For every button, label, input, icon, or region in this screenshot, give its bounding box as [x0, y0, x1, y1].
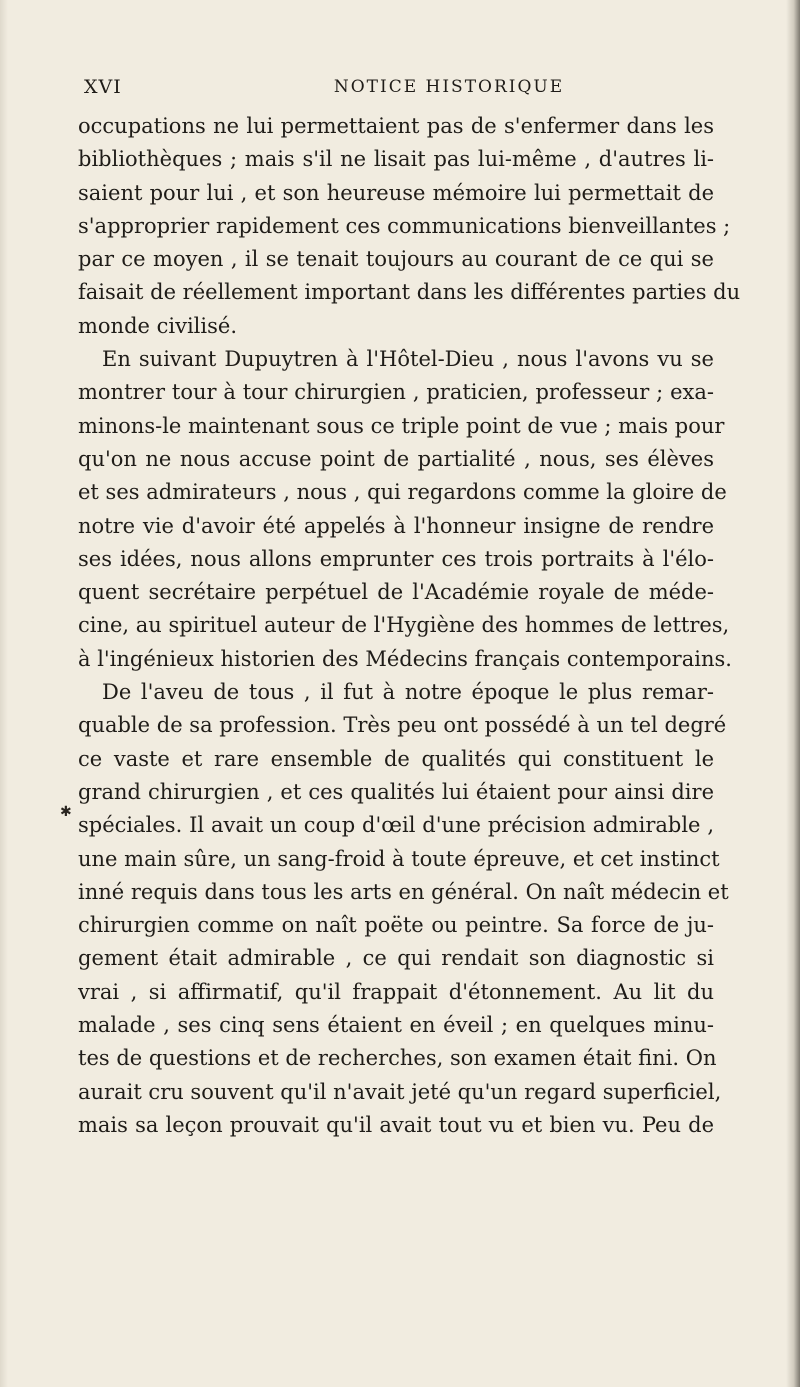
text-line: malade , ses cinq sens étaient en éveil ; en quelques minu-: [78, 1013, 714, 1038]
text-line: faisait de réellement important dans les différentes parties du: [78, 280, 741, 305]
page-header: [84, 76, 724, 106]
text-line: ce vaste et rare ensemble de qualités qui constituent le: [78, 746, 714, 771]
text-line: saient pour lui , et son heureuse mémoire lui permettait de: [78, 180, 714, 205]
page-edge-right: [786, 0, 800, 1387]
text-line: occupations ne lui permettaient pas de s'enfermer dans les: [78, 114, 714, 138]
text-line: quable de sa profession. Très peu ont possédé à un tel degré: [78, 713, 727, 738]
text-line: aurait cru souvent qu'il n'avait jeté qu'un regard superficiel,: [78, 1079, 722, 1104]
text-line: vrai , si affirmatif, qu'il frappait d'étonnement. Au lit du: [78, 979, 714, 1004]
text-line: cine, au spirituel auteur de l'Hygiène des hommes de lettres,: [78, 613, 730, 638]
text-line: De l'aveu de tous , il fut à notre époque le plus remar-: [102, 680, 714, 705]
text-line: ses idées, nous allons emprunter ces trois portraits à l'élo-: [78, 546, 714, 571]
text-line: grand chirurgien , et ces qualités lui étaient pour ainsi dire: [78, 779, 714, 804]
text-line: notre vie d'avoir été appelés à l'honneur insigne de rendre: [78, 513, 714, 538]
text-line: minons-le maintenant sous ce triple point de vue ; mais pour: [78, 413, 725, 438]
running-title: NOTICE HISTORIQUE: [333, 77, 565, 97]
text-line: qu'on ne nous accuse point de partialité , nous, ses élèves: [78, 446, 714, 471]
margin-mark: ✱: [60, 804, 72, 820]
text-line: et ses admirateurs , nous , qui regardons comme la gloire de: [78, 480, 727, 505]
text-line: à l'ingénieux historien des Médecins français contemporains.: [78, 646, 732, 671]
text-line: montrer tour à tour chirurgien , praticien, professeur ; exa-: [78, 380, 714, 405]
text-line: spéciales. Il avait un coup d'œil d'une précision admirable ,: [78, 813, 714, 838]
text-line: mais sa leçon prouvait qu'il avait tout vu et bien vu. Peu de: [78, 1112, 714, 1137]
text-line: une main sûre, un sang-froid à toute épreuve, et cet instinct: [78, 846, 720, 871]
text-line: monde civilisé.: [78, 313, 237, 338]
page-number: XVI: [84, 76, 122, 98]
page-edge-left: [0, 0, 8, 1387]
text-line: gement était admirable , ce qui rendait son diagnostic si: [78, 946, 714, 971]
text-line: par ce moyen , il se tenait toujours au courant de ce qui se: [78, 247, 714, 272]
text-line: inné requis dans tous les arts en général. On naît médecin et: [78, 879, 729, 904]
body-text: [78, 110, 741, 1142]
text-line: quent secrétaire perpétuel de l'Académie royale de méde-: [78, 580, 714, 605]
text-line: chirurgien comme on naît poëte ou peintre. Sa force de ju-: [78, 913, 714, 938]
text-line: s'approprier rapidement ces communications bienveillantes ;: [78, 213, 731, 238]
text-line: bibliothèques ; mais s'il ne lisait pas lui-même , d'autres li-: [78, 147, 714, 172]
text-line: tes de questions et de recherches, son examen était fini. On: [78, 1046, 717, 1071]
text-line: En suivant Dupuytren à l'Hôtel-Dieu , nous l'avons vu se: [102, 347, 714, 372]
